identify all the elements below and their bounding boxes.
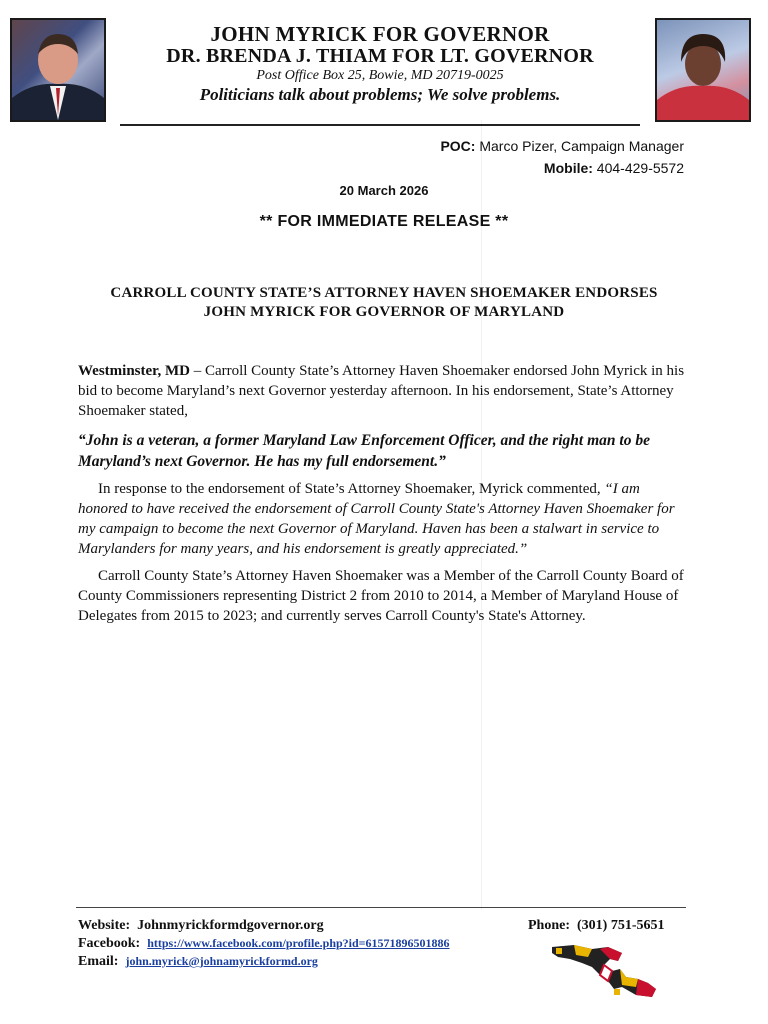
response-quote: “I am honored to have received the endorsement of Carroll County State's Attorney Haven Shoemaker for my campaign to become the next Governor of Maryland. Haven has been a stalwart in service to Marylanders for many years, and his endorsement is greatly appreciated.” [78, 481, 675, 557]
footer-email [78, 954, 318, 970]
footer-phone [528, 918, 665, 934]
running-mate-portrait [655, 18, 751, 122]
candidate-portrait [10, 18, 106, 122]
footer-facebook [78, 936, 450, 952]
paragraph-response [78, 479, 686, 559]
endorsement-quote: “John is a veteran, a former Maryland Law Enforcement Officer, and the right man to be Maryland’s next Governor. He has my full endorsement.” [78, 432, 650, 470]
poc-label: POC: [440, 138, 476, 154]
release-date: 20 March 2026 [339, 183, 429, 198]
headline-line-2: JOHN MYRICK FOR GOVERNOR OF MARYLAND [203, 304, 565, 320]
response-text: In response to the endorsement of State’s Attorney Shoemaker, Myrick commented, [98, 481, 605, 497]
header-slogan: Politicians talk about problems; We solve problems. [199, 85, 561, 104]
phone-value: (301) 751-5651 [577, 918, 665, 933]
header-title-lt-governor: DR. BRENDA J. THIAM FOR LT. GOVERNOR [166, 45, 594, 67]
headline-line-1: CARROLL COUNTY STATE’S ATTORNEY HAVEN SHOEMAKER ENDORSES [110, 285, 658, 301]
mobile-label: Mobile: [543, 160, 593, 176]
mobile-line [544, 160, 684, 176]
header-title-governor: JOHN MYRICK FOR GOVERNOR [210, 22, 550, 46]
website-value[interactable]: Johnmyrickformdgovernor.org [137, 918, 324, 933]
email-link[interactable]: john.myrick@johnamyrickformd.org [125, 954, 318, 968]
dateline: Westminster, MD [78, 363, 190, 379]
poc-line [440, 138, 684, 154]
facebook-label: Facebook: [78, 936, 141, 951]
facebook-link[interactable]: https://www.facebook.com/profile.php?id=61571896501886 [147, 936, 450, 950]
paragraph-intro [78, 361, 686, 421]
poc-value: Marco Pizer, Campaign Manager [475, 138, 684, 154]
paragraph-bio: Carroll County State’s Attorney Haven Shoemaker was a Member of the Carroll County Board of County Commissioners representing District 2 from 2010 to 2014, a Member of Maryland House of Delegates from 2015 to 2023; and currently serves Carroll County's State's Attorney. [78, 568, 684, 624]
phone-label: Phone: [528, 918, 570, 933]
email-label: Email: [78, 954, 119, 969]
maryland-flag-map [552, 945, 658, 999]
header-address: Post Office Box 25, Bowie, MD 20719-0025 [256, 68, 504, 83]
mobile-value: 404-429-5572 [592, 160, 684, 176]
header-divider [120, 124, 640, 126]
release-banner: ** FOR IMMEDIATE RELEASE ** [259, 213, 509, 230]
footer-website [78, 918, 324, 934]
website-label: Website: [78, 918, 131, 933]
intro-text: – Carroll County State’s Attorney Haven Shoemaker endorsed John Myrick in his bid to become Maryland’s next Governor yesterday afternoon. In his endorsement, State’s Attorney Shoemaker stated, [78, 363, 685, 419]
footer-divider [76, 907, 686, 908]
